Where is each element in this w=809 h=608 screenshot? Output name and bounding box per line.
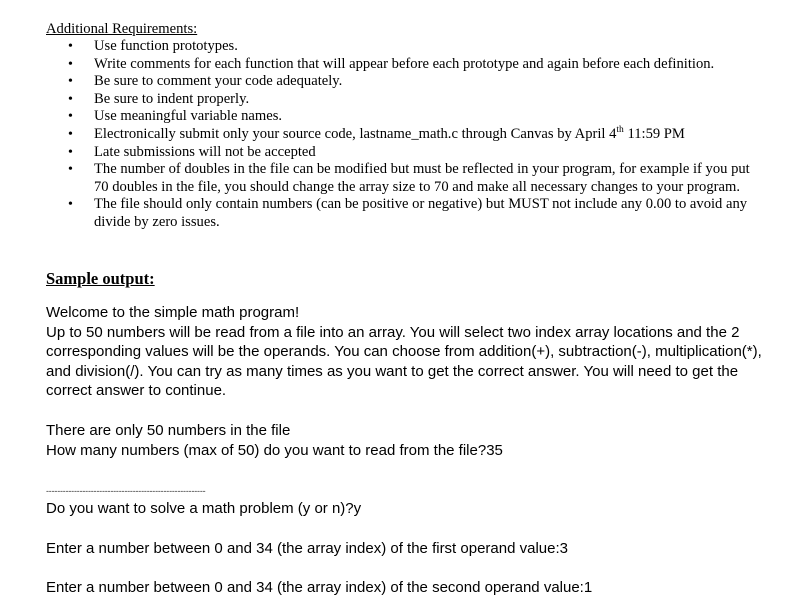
second-operand-line: Enter a number between 0 and 34 (the array index) of the second operand value:1 xyxy=(46,579,593,596)
second-operand-prompt xyxy=(46,578,786,598)
requirement-text: Be sure to indent properly. xyxy=(94,90,250,107)
requirement-item xyxy=(46,144,776,162)
requirement-text-after: 11:59 PM xyxy=(623,125,685,142)
bullet-icon: • xyxy=(68,74,73,90)
ordinal-superscript: th xyxy=(616,125,624,136)
requirement-text: Use function prototypes. xyxy=(94,38,238,54)
requirement-item xyxy=(46,38,776,56)
requirement-text: Be sure to comment your code adequately. xyxy=(94,73,343,90)
requirement-text-line-2: 70 doubles in the file, you should change the array size to 70 and make all necessary changes to your program. xyxy=(94,178,740,195)
count-paragraph xyxy=(46,421,786,460)
requirement-text: Electronically submit only your source code, lastname_math.c through Canvas by April 4 xyxy=(94,125,617,142)
bullet-icon: • xyxy=(68,39,73,54)
bullet-icon: • xyxy=(68,162,73,178)
requirement-item xyxy=(46,126,776,144)
sample-output-heading: Sample output: xyxy=(46,269,155,288)
requirement-item xyxy=(46,108,776,126)
requirements-list xyxy=(46,38,776,232)
bullet-icon: • xyxy=(68,144,73,160)
intro-line: and division(/). You can try as many times as you want to get the correct answer. You will need to get the xyxy=(46,362,739,380)
first-operand-prompt xyxy=(46,539,786,559)
intro-line: Up to 50 numbers will be read from a file into an array. You will select two index array locations and the 2 xyxy=(46,323,740,341)
solve-prompt xyxy=(46,499,786,519)
requirement-text: Late submissions will not be accepted xyxy=(94,143,316,160)
requirement-item xyxy=(46,73,776,91)
intro-paragraph xyxy=(46,303,786,401)
bullet-icon: • xyxy=(68,109,73,125)
requirement-item xyxy=(46,196,776,231)
requirement-text-line-1: The file should only contain numbers (can be positive or negative) but MUST not include any 0.00 to avoid any xyxy=(94,196,748,213)
bullet-icon: • xyxy=(68,56,73,72)
intro-line: corresponding values will be the operands. You can choose from addition(+), subtraction(-), multiplication(*), xyxy=(46,343,762,360)
requirement-text: Use meaningful variable names. xyxy=(94,108,283,125)
requirement-item xyxy=(46,161,776,196)
bullet-icon: • xyxy=(68,197,73,213)
solve-prompt-line: Do you want to solve a math problem (y or n)?y xyxy=(46,500,362,517)
requirement-text-line-2: divide by zero issues. xyxy=(94,213,220,230)
count-line: How many numbers (max of 50) do you want to read from the file?35 xyxy=(46,441,503,459)
first-operand-line: Enter a number between 0 and 34 (the array index) of the first operand value:3 xyxy=(46,540,568,557)
intro-line: Welcome to the simple math program! xyxy=(46,304,300,321)
requirement-item xyxy=(46,91,776,109)
bullet-icon: • xyxy=(68,91,73,107)
requirement-text-line-1: The number of doubles in the file can be modified but must be reflected in your program, for example if you put xyxy=(94,161,750,178)
separator-line: --------------------------------------------------------- xyxy=(46,486,206,496)
bullet-icon: • xyxy=(68,126,73,142)
count-line: There are only 50 numbers in the file xyxy=(46,422,291,439)
requirement-text: Write comments for each function that will appear before each prototype and again before each definition. xyxy=(94,55,715,72)
requirement-item xyxy=(46,56,776,74)
additional-requirements-heading: Additional Requirements: xyxy=(46,21,198,37)
intro-line: correct answer to continue. xyxy=(46,382,227,399)
